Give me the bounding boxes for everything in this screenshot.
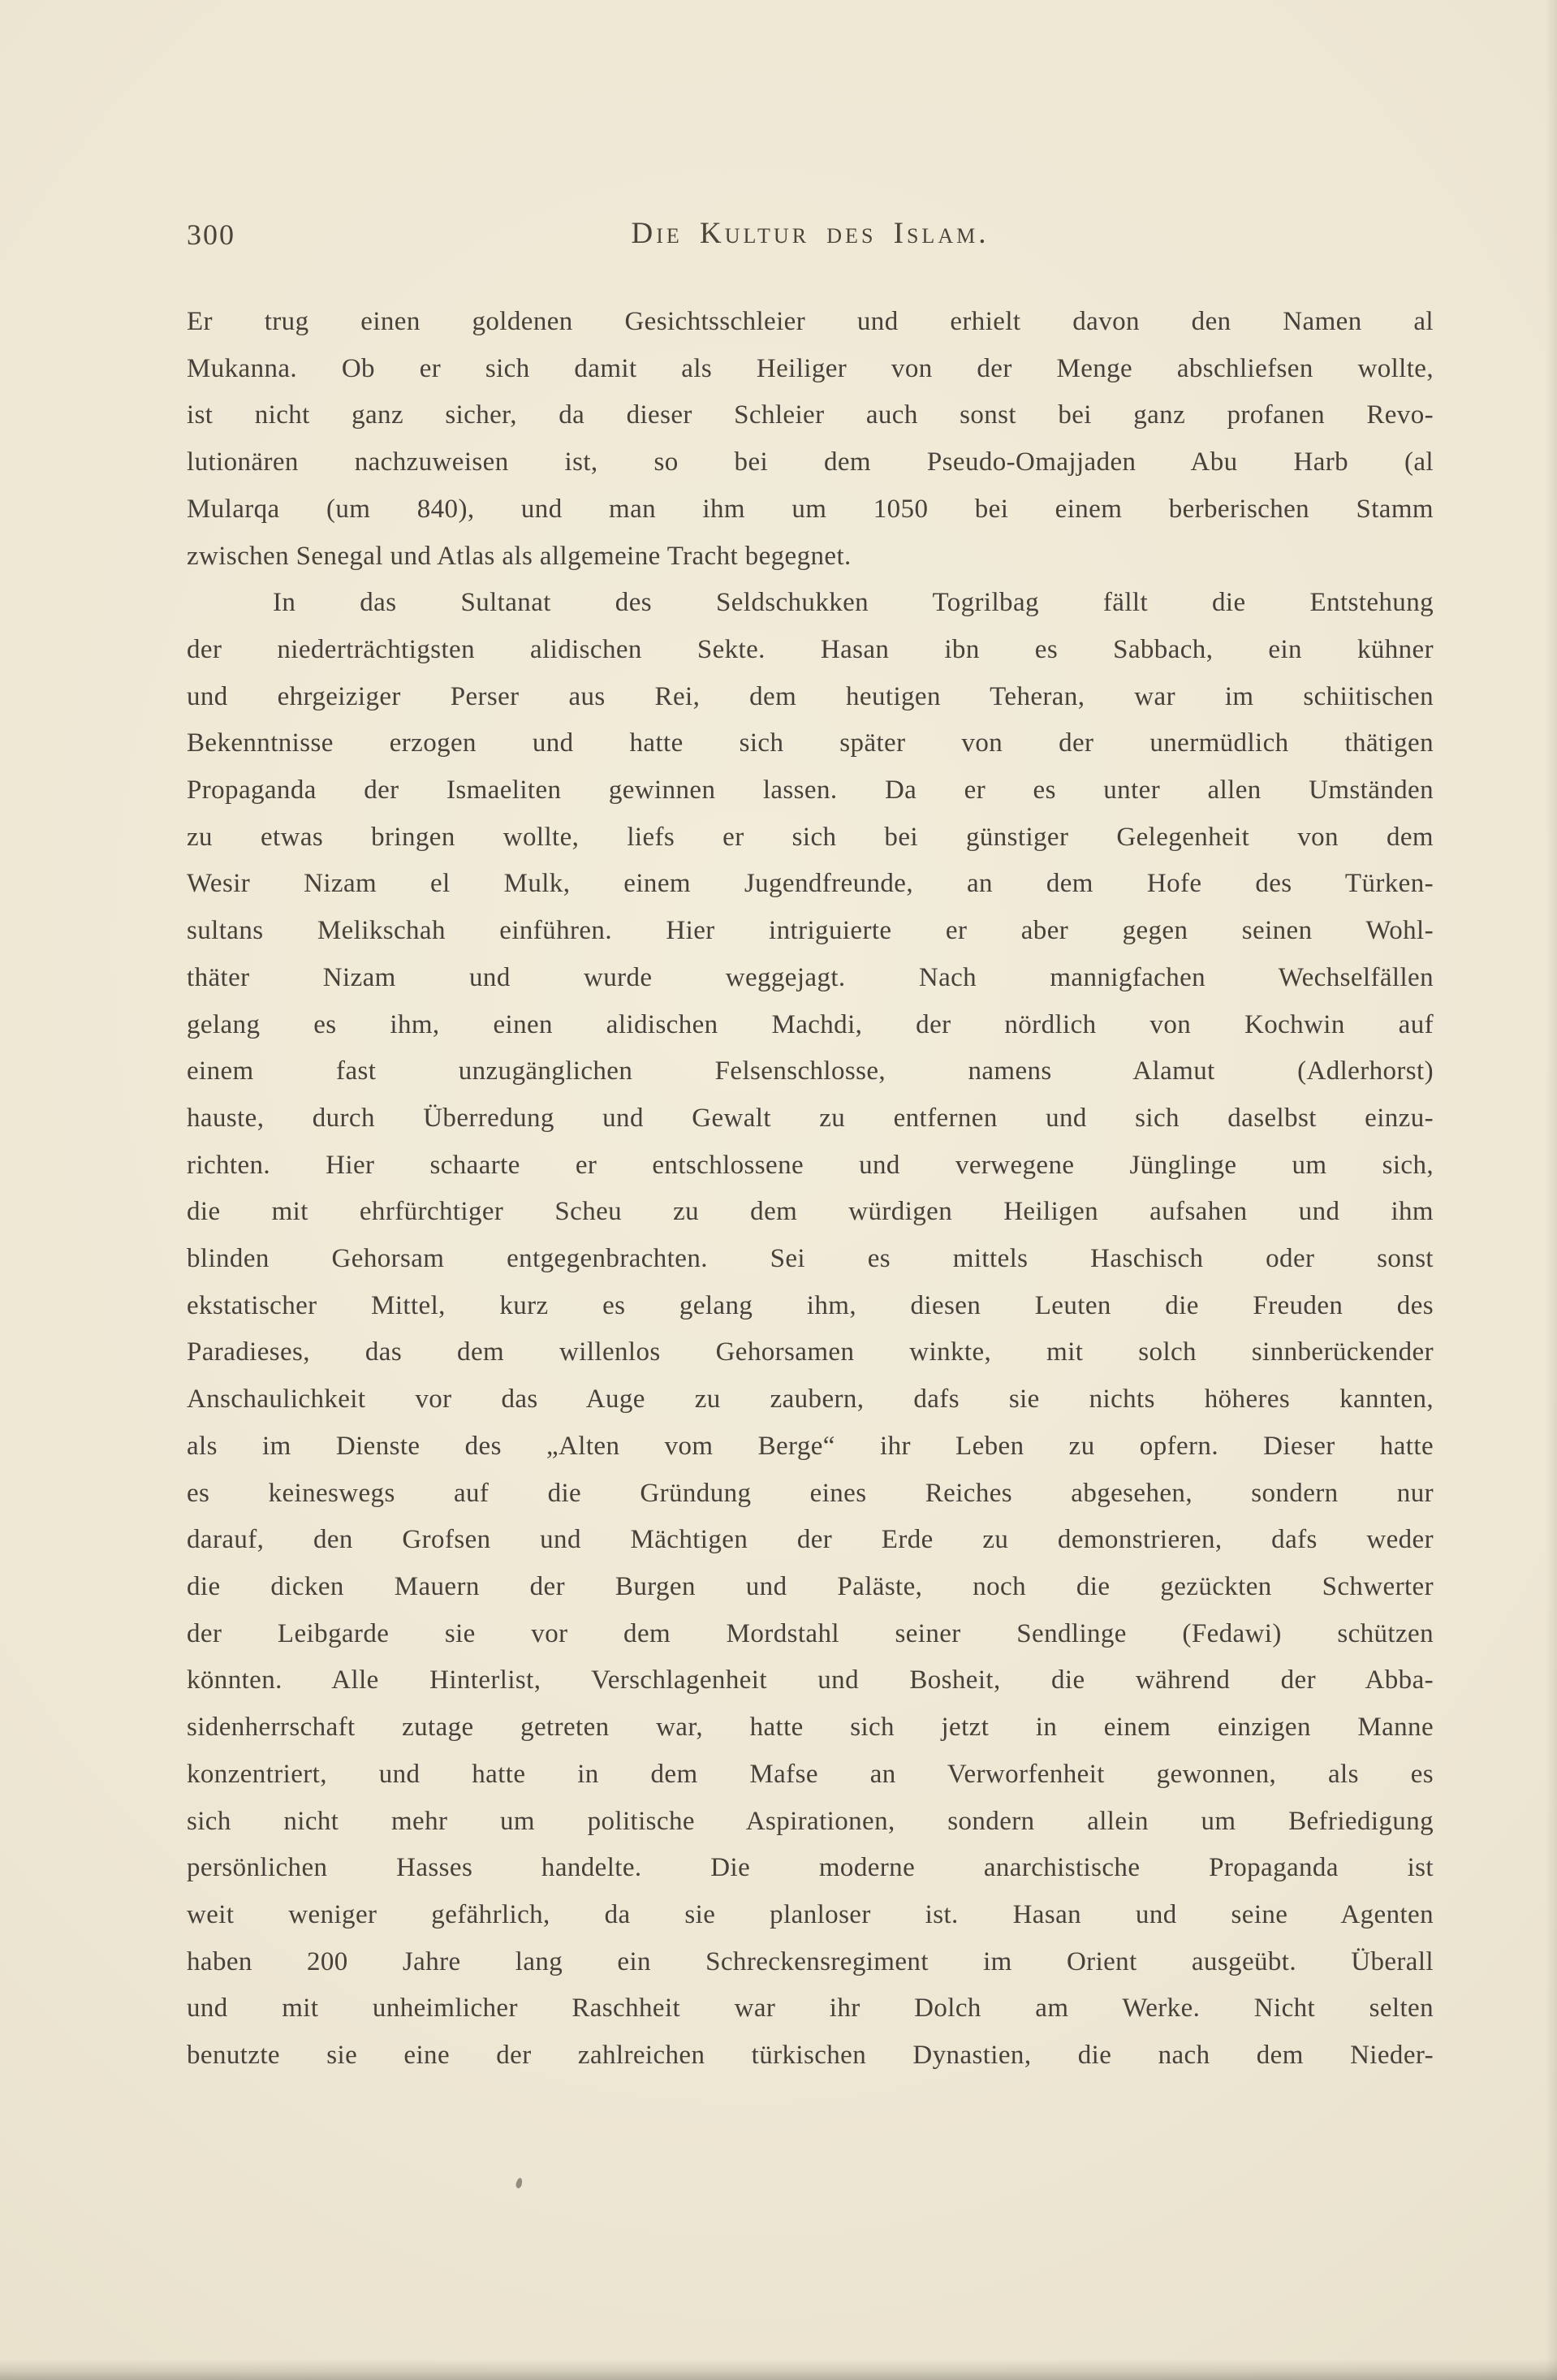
ink-speck — [515, 2177, 524, 2188]
text-line: die mit ehrfürchtiger Scheu zu dem würdigen Heiligen aufsahen und ihm — [187, 1197, 1434, 1227]
text-line: die dicken Mauern der Burgen und Paläste, noch die gezückten Schwerter — [187, 1571, 1434, 1601]
text-line: Mukanna. Ob er sich damit als Heiliger von der Menge abschliefsen wollte, — [187, 353, 1434, 383]
text-line: hauste, durch Überredung und Gewalt zu entfernen und sich daselbst einzu- — [187, 1103, 1434, 1133]
text-line: sidenherrschaft zutage getreten war, hatte sich jetzt in einem einzigen Manne — [187, 1713, 1434, 1743]
text-line: In das Sultanat des Seldschukken Togrilbag fällt die Entstehung — [273, 588, 1434, 618]
page-header — [187, 216, 1434, 253]
text-line: Propaganda der Ismaeliten gewinnen lassen. Da er es unter allen Umständen — [187, 775, 1434, 806]
text-line: persönlichen Hasses handelte. Die moderne anarchistische Propaganda ist — [187, 1853, 1434, 1883]
text-line: Wesir Nizam el Mulk, einem Jugendfreunde, an dem Hofe des Türken- — [187, 869, 1434, 899]
page-bottom-edge-shadow — [0, 2359, 1557, 2380]
text-block — [187, 299, 1434, 2080]
text-line: der Leibgarde sie vor dem Mordstahl seiner Sendlinge (Fedawi) schützen — [187, 1618, 1434, 1648]
text-line: der niederträchtigsten alidischen Sekte. Hasan ibn es Sabbach, ein kühner — [187, 634, 1434, 664]
running-title: Die Kultur des Islam. — [631, 217, 990, 250]
text-line: Mularqa (um 840), und man ihm um 1050 bei einem berberischen Stamm — [187, 494, 1434, 524]
text-line: zwischen Senegal und Atlas als allgemeine Tracht begegnet. — [187, 541, 852, 571]
page-right-edge-shadow — [1546, 0, 1557, 2380]
text-line: haben 200 Jahre lang ein Schreckensregiment im Orient ausgeübt. Überall — [187, 1946, 1434, 1976]
text-line: thäter Nizam und wurde weggejagt. Nach mannigfachen Wechselfällen — [187, 962, 1434, 992]
text-line: Bekenntnisse erzogen und hatte sich später von der unermüdlich thätigen — [187, 728, 1434, 758]
text-line: könnten. Alle Hinterlist, Verschlagenheit und Bosheit, die während der Abba- — [187, 1665, 1434, 1695]
text-line: richten. Hier schaarte er entschlossene und verwegene Jünglinge um sich, — [187, 1150, 1434, 1180]
text-line: ekstatischer Mittel, kurz es gelang ihm, diesen Leuten die Freuden des — [187, 1290, 1434, 1320]
text-line: Er trug einen goldenen Gesichtsschleier und erhielt davon den Namen al — [187, 307, 1434, 336]
text-line: als im Dienste des „Alten vom Berge“ ihr Leben zu opfern. Dieser hatte — [187, 1431, 1434, 1461]
text-line: einem fast unzugänglichen Felsenschlosse, namens Alamut (Adlerhorst) — [187, 1056, 1434, 1086]
text-line: blinden Gehorsam entgegenbrachten. Sei es mittels Haschisch oder sonst — [187, 1244, 1434, 1274]
text-line: Paradieses, das dem willenlos Gehorsamen winkte, mit solch sinnberückender — [187, 1337, 1434, 1367]
text-line: Anschaulichkeit vor das Auge zu zaubern, dafs sie nichts höheres kannten, — [187, 1384, 1434, 1415]
text-line: es keineswegs auf die Gründung eines Reiches abgesehen, sondern nur — [187, 1478, 1434, 1508]
text-line: zu etwas bringen wollte, liefs er sich bei günstiger Gelegenheit von dem — [187, 822, 1434, 852]
text-line: benutzte sie eine der zahlreichen türkischen Dynastien, die nach dem Nieder- — [187, 2041, 1434, 2071]
text-line: sultans Melikschah einführen. Hier intriguierte er aber gegen seinen Wohl- — [187, 916, 1434, 946]
text-line: gelang es ihm, einen alidischen Machdi, der nördlich von Kochwin auf — [187, 1009, 1434, 1039]
text-line: sich nicht mehr um politische Aspirationen, sondern allein um Befriedigung — [187, 1806, 1434, 1836]
text-line: konzentriert, und hatte in dem Mafse an Verworfenheit gewonnen, als es — [187, 1759, 1434, 1789]
page-number: 300 — [187, 218, 235, 251]
text-line: lutionären nachzuweisen ist, so bei dem Pseudo-Omajjaden Abu Harb (al — [187, 447, 1434, 477]
text-line: darauf, den Grofsen und Mächtigen der Erde zu demonstrieren, dafs weder — [187, 1525, 1434, 1555]
text-line: und ehrgeiziger Perser aus Rei, dem heutigen Teheran, war im schiitischen — [187, 681, 1434, 711]
text-line: weit weniger gefährlich, da sie planloser ist. Hasan und seine Agenten — [187, 1899, 1434, 1929]
text-line: ist nicht ganz sicher, da dieser Schleier auch sonst bei ganz profanen Revo- — [187, 400, 1434, 430]
text-line: und mit unheimlicher Raschheit war ihr Dolch am Werke. Nicht selten — [187, 1993, 1434, 2024]
